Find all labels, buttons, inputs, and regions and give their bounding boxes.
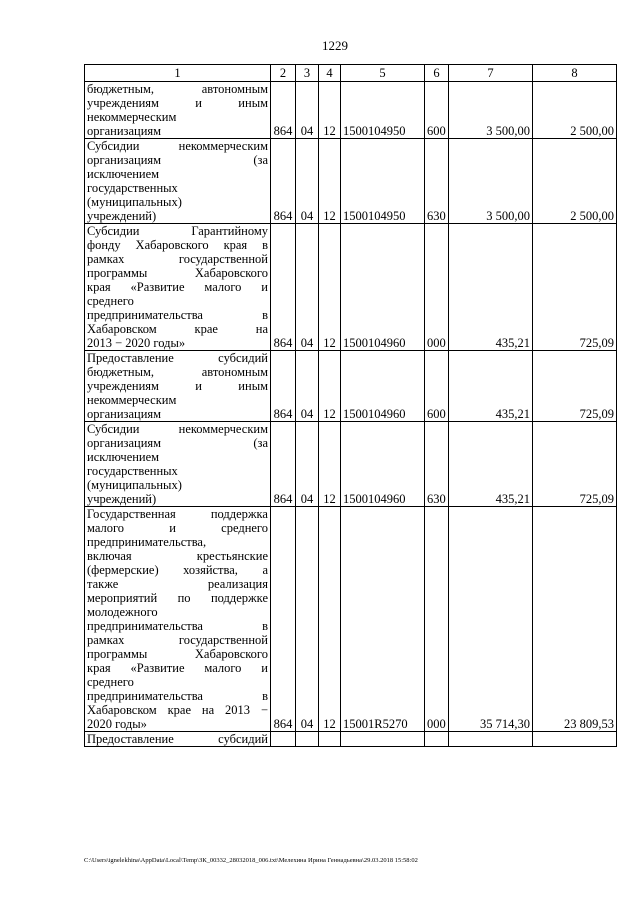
column-header-4: 4 bbox=[319, 65, 341, 82]
ministry-code: 864 bbox=[271, 422, 296, 507]
row-description bbox=[85, 224, 271, 351]
file-path-footer: C:\Users\ignelekhina\AppData\Local\Temp\ЗК_00332_28032018_006.txt\Мелехина Ирина Геннадьевна\29.03.2018 15:58:02 bbox=[84, 857, 418, 864]
section-code bbox=[296, 732, 319, 747]
ministry-code bbox=[271, 732, 296, 747]
description-line: также реализация bbox=[87, 577, 268, 591]
subsection-code: 12 bbox=[319, 422, 341, 507]
column-header-6: 6 bbox=[425, 65, 449, 82]
description-line: предпринимательства, bbox=[87, 535, 207, 549]
description-line: исключением bbox=[87, 167, 160, 181]
description-line: предпринимательства в bbox=[87, 689, 268, 703]
description-line: Государственная поддержка bbox=[87, 507, 268, 521]
table-row bbox=[85, 139, 617, 224]
description-line: 2020 годы» bbox=[87, 717, 147, 731]
description-line: некоммерческим bbox=[87, 393, 177, 407]
expense-type-code: 000 bbox=[425, 224, 449, 351]
table-body bbox=[85, 82, 617, 747]
subsection-code: 12 bbox=[319, 82, 341, 139]
description-line: (фермерские) хозяйства, а bbox=[87, 563, 268, 577]
expense-type-code: 630 bbox=[425, 139, 449, 224]
description-line: организациям (за bbox=[87, 153, 268, 167]
section-code: 04 bbox=[296, 422, 319, 507]
description-line: учреждениям и иным bbox=[87, 379, 268, 393]
description-line: (муниципальных) bbox=[87, 195, 182, 209]
description-line: бюджетным, автономным bbox=[87, 365, 268, 379]
description-line: учреждениям и иным bbox=[87, 96, 268, 110]
description-line: предпринимательства в bbox=[87, 619, 268, 633]
expense-type-code bbox=[425, 732, 449, 747]
description-line: малого и среднего bbox=[87, 521, 268, 535]
description-line: некоммерческим bbox=[87, 110, 177, 124]
ministry-code: 864 bbox=[271, 351, 296, 422]
table-row bbox=[85, 422, 617, 507]
description-line: Хабаровском крае на bbox=[87, 322, 268, 336]
row-description bbox=[85, 351, 271, 422]
expense-type-code: 600 bbox=[425, 82, 449, 139]
description-line: Субсидии Гарантийному bbox=[87, 224, 268, 238]
amount-year-2: 2 500,00 bbox=[533, 82, 617, 139]
description-line: молодежного bbox=[87, 605, 158, 619]
budget-table bbox=[84, 64, 617, 747]
subsection-code: 12 bbox=[319, 139, 341, 224]
amount-year-1: 3 500,00 bbox=[449, 82, 533, 139]
column-header-8: 8 bbox=[533, 65, 617, 82]
target-article-code: 1500104950 bbox=[341, 139, 425, 224]
section-code: 04 bbox=[296, 139, 319, 224]
description-line: фонду Хабаровского края в bbox=[87, 238, 268, 252]
description-line: края «Развитие малого и bbox=[87, 661, 268, 675]
description-line: предпринимательства в bbox=[87, 308, 268, 322]
table-row bbox=[85, 732, 617, 747]
section-code: 04 bbox=[296, 224, 319, 351]
ministry-code: 864 bbox=[271, 507, 296, 732]
description-line: Хабаровском крае на 2013 − bbox=[87, 703, 268, 717]
subsection-code: 12 bbox=[319, 351, 341, 422]
target-article-code: 1500104950 bbox=[341, 82, 425, 139]
ministry-code: 864 bbox=[271, 224, 296, 351]
row-description bbox=[85, 82, 271, 139]
column-header-3: 3 bbox=[296, 65, 319, 82]
amount-year-2: 725,09 bbox=[533, 351, 617, 422]
ministry-code: 864 bbox=[271, 139, 296, 224]
amount-year-2: 725,09 bbox=[533, 224, 617, 351]
amount-year-1: 35 714,30 bbox=[449, 507, 533, 732]
amount-year-2: 23 809,53 bbox=[533, 507, 617, 732]
column-header-2: 2 bbox=[271, 65, 296, 82]
header-row bbox=[85, 65, 617, 82]
description-line: бюджетным, автономным bbox=[87, 82, 268, 96]
subsection-code bbox=[319, 732, 341, 747]
column-header-5: 5 bbox=[341, 65, 425, 82]
description-line: рамках государственной bbox=[87, 633, 268, 647]
target-article-code bbox=[341, 732, 425, 747]
amount-year-1: 435,21 bbox=[449, 422, 533, 507]
section-code: 04 bbox=[296, 351, 319, 422]
subsection-code: 12 bbox=[319, 224, 341, 351]
description-line: (муниципальных) bbox=[87, 478, 182, 492]
amount-year-1: 435,21 bbox=[449, 351, 533, 422]
column-header-1: 1 bbox=[85, 65, 271, 82]
description-line: организациям bbox=[87, 124, 162, 138]
description-line: рамках государственной bbox=[87, 252, 268, 266]
description-line: государственных bbox=[87, 464, 178, 478]
description-line: программы Хабаровского bbox=[87, 647, 268, 661]
table-row bbox=[85, 507, 617, 732]
row-description bbox=[85, 732, 271, 747]
amount-year-2 bbox=[533, 732, 617, 747]
table-row bbox=[85, 351, 617, 422]
section-code: 04 bbox=[296, 507, 319, 732]
description-line: среднего bbox=[87, 675, 134, 689]
description-line: государственных bbox=[87, 181, 178, 195]
description-line: мероприятий по поддержке bbox=[87, 591, 268, 605]
description-line: Предоставление субсидий bbox=[87, 351, 268, 365]
description-line: учреждений) bbox=[87, 209, 157, 223]
expense-type-code: 630 bbox=[425, 422, 449, 507]
table-row bbox=[85, 224, 617, 351]
expense-type-code: 600 bbox=[425, 351, 449, 422]
row-description bbox=[85, 139, 271, 224]
page-number: 1229 bbox=[322, 38, 348, 53]
ministry-code: 864 bbox=[271, 82, 296, 139]
target-article-code: 1500104960 bbox=[341, 224, 425, 351]
description-line: 2013 − 2020 годы» bbox=[87, 336, 186, 350]
target-article-code: 15001R5270 bbox=[341, 507, 425, 732]
description-line: организациям bbox=[87, 407, 162, 421]
expense-type-code: 000 bbox=[425, 507, 449, 732]
description-line: включая крестьянские bbox=[87, 549, 268, 563]
section-code: 04 bbox=[296, 82, 319, 139]
description-line: программы Хабаровского bbox=[87, 266, 268, 280]
target-article-code: 1500104960 bbox=[341, 351, 425, 422]
description-line: организациям (за bbox=[87, 436, 268, 450]
table-row bbox=[85, 82, 617, 139]
description-line: Субсидии некоммерческим bbox=[87, 422, 268, 436]
amount-year-1 bbox=[449, 732, 533, 747]
amount-year-2: 2 500,00 bbox=[533, 139, 617, 224]
description-line: Предоставление субсидий bbox=[87, 732, 268, 746]
amount-year-1: 3 500,00 bbox=[449, 139, 533, 224]
row-description bbox=[85, 422, 271, 507]
description-line: среднего bbox=[87, 294, 134, 308]
column-header-7: 7 bbox=[449, 65, 533, 82]
amount-year-1: 435,21 bbox=[449, 224, 533, 351]
description-line: исключением bbox=[87, 450, 160, 464]
description-line: Субсидии некоммерческим bbox=[87, 139, 268, 153]
description-line: края «Развитие малого и bbox=[87, 280, 268, 294]
amount-year-2: 725,09 bbox=[533, 422, 617, 507]
description-line: учреждений) bbox=[87, 492, 157, 506]
row-description bbox=[85, 507, 271, 732]
target-article-code: 1500104960 bbox=[341, 422, 425, 507]
subsection-code: 12 bbox=[319, 507, 341, 732]
